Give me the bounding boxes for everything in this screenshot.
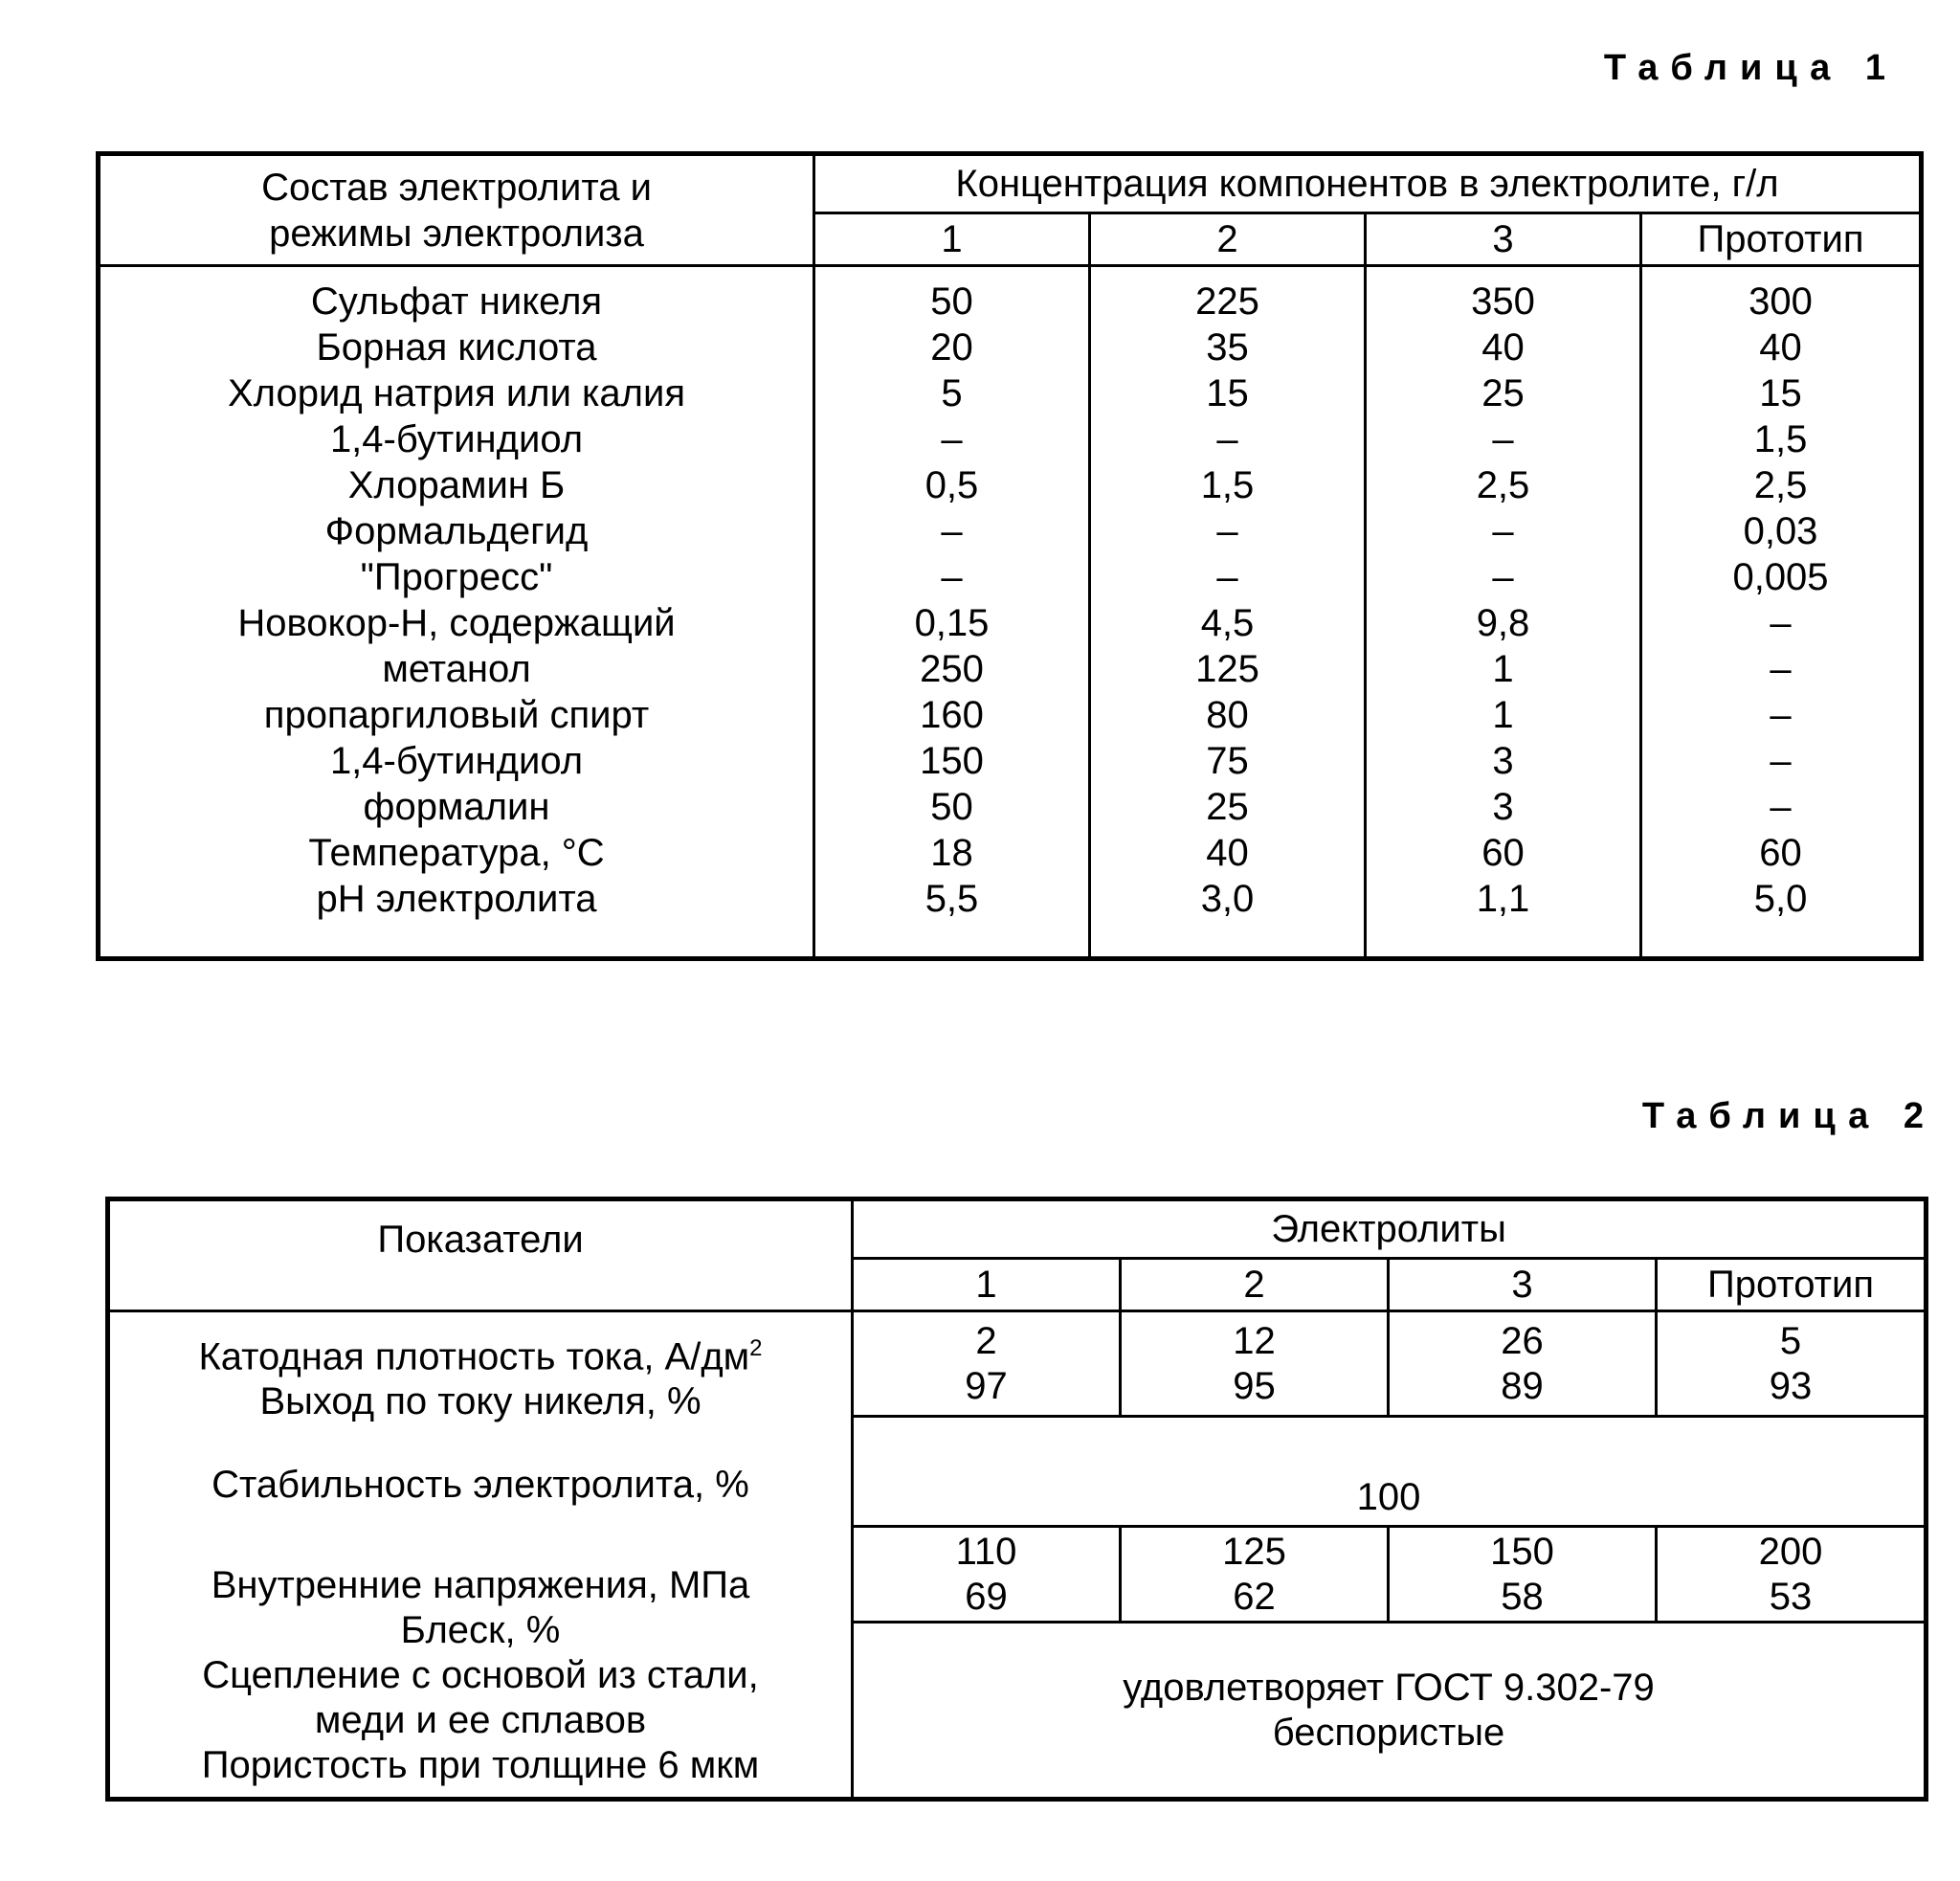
cell-value: 1 [1492, 694, 1514, 736]
row-label: Сульфат никеля [310, 280, 603, 323]
cell-value: 1 [1492, 648, 1514, 690]
table2-stability-value: 100 [853, 1417, 1927, 1527]
cell-value: 50 [930, 280, 973, 323]
cell-value: 160 [920, 694, 984, 736]
cell-value: 0,5 [924, 464, 979, 506]
cell-value: – [1770, 740, 1792, 782]
table1 [96, 151, 1924, 961]
cell-value: 60 [1481, 832, 1525, 874]
value: 5 [1779, 1319, 1802, 1362]
cell-value: 5,5 [924, 878, 979, 920]
cell-value: 15 [1759, 372, 1802, 414]
cell-value: – [941, 556, 963, 598]
cell-value: 9,8 [1476, 602, 1530, 644]
value: 69 [965, 1575, 1008, 1618]
table1-col-header-3: 3 [1366, 213, 1641, 266]
row-label: pH электролита [316, 878, 597, 920]
row-label: формалин [363, 786, 550, 828]
row-label: Новокор-Н, содержащий [237, 602, 676, 644]
table2-block3-col2 [1121, 1527, 1389, 1623]
cathode-density-sup: 2 [749, 1335, 763, 1361]
cell-value: 300 [1748, 280, 1813, 323]
cell-value: – [1770, 602, 1792, 644]
row-label: "Прогресс" [360, 556, 553, 598]
cell-value: 40 [1759, 326, 1802, 369]
cell-value: 250 [920, 648, 984, 690]
cell-value: – [1770, 694, 1792, 736]
cell-value: 50 [930, 786, 973, 828]
cell-value: – [941, 510, 963, 552]
value: 62 [1233, 1575, 1276, 1618]
row-label: 1,4-бутиндиол [329, 740, 584, 782]
table2-col-header-2: 2 [1121, 1259, 1389, 1311]
cell-value: – [1770, 648, 1792, 690]
cell-value: 5,0 [1753, 878, 1808, 920]
table2-block3-4-label [108, 1527, 853, 1800]
cell-value: 2,5 [1476, 464, 1530, 506]
cell-value: – [1770, 786, 1792, 828]
value: 200 [1758, 1530, 1823, 1573]
value: 125 [1222, 1530, 1286, 1573]
cell-value: 1,1 [1476, 878, 1530, 920]
cell-value: 3 [1492, 740, 1514, 782]
cell-value: – [1492, 510, 1514, 552]
table2-block1-col3 [1389, 1311, 1657, 1417]
row-label: метанол [382, 648, 531, 690]
row-label: Хлорид натрия или калия [227, 372, 685, 414]
cell-value: 35 [1206, 326, 1249, 369]
table1-header-group: Концентрация компонентов в электролите, г/л [814, 154, 1922, 213]
table2 [105, 1197, 1928, 1802]
cell-value: 40 [1206, 832, 1249, 874]
table1-col-header-prototype: Прототип [1641, 213, 1922, 266]
cell-value: 75 [1206, 740, 1249, 782]
cell-value: 15 [1206, 372, 1249, 414]
table2-block3-col1 [853, 1527, 1121, 1623]
value: 95 [1233, 1364, 1276, 1407]
table2-block1-col1 [853, 1311, 1121, 1417]
cell-value: 0,03 [1743, 510, 1818, 552]
cell-value: 3,0 [1200, 878, 1255, 920]
value: 97 [965, 1364, 1008, 1407]
porosity-label: Пористость при толщине 6 мкм [201, 1743, 760, 1786]
cell-value: 5 [941, 372, 963, 414]
cell-value: 60 [1759, 832, 1802, 874]
cell-value: – [1216, 418, 1238, 460]
value: 150 [1490, 1530, 1554, 1573]
cell-value: 2,5 [1753, 464, 1808, 506]
cell-value: 18 [930, 832, 973, 874]
cell-value: – [1216, 510, 1238, 552]
row-label: Температура, °С [308, 832, 605, 874]
value: 110 [955, 1530, 1017, 1573]
cell-value: 25 [1206, 786, 1249, 828]
cathode-density-label: Катодная плотность тока, А/дм [198, 1335, 750, 1378]
table1-col4-values [1641, 266, 1922, 959]
table2-caption: Таблица 2 [1641, 1096, 1936, 1136]
table2-block3-col4 [1657, 1527, 1927, 1623]
row-label: Борная кислота [316, 326, 597, 369]
table2-block1-label [108, 1311, 853, 1527]
table2-col-header-3: 3 [1389, 1259, 1657, 1311]
value: 12 [1233, 1319, 1276, 1362]
internal-stress-label: Внутренние напряжения, МПа [211, 1563, 750, 1606]
row-label: пропаргиловый спирт [263, 694, 650, 736]
porosity-value: беспористые [1272, 1711, 1505, 1754]
table2-header-left: Показатели [108, 1199, 853, 1311]
cell-value: 1,5 [1200, 464, 1255, 506]
table1-col-header-2: 2 [1090, 213, 1366, 266]
gost-compliance-value: удовлетворяет ГОСТ 9.302-79 [1123, 1666, 1655, 1709]
table1-col3-values [1366, 266, 1641, 959]
gloss-label: Блеск, % [400, 1608, 561, 1651]
cell-value: – [1216, 556, 1238, 598]
value: 58 [1501, 1575, 1544, 1618]
nickel-yield-label: Выход по току никеля, % [259, 1380, 702, 1423]
value: 93 [1769, 1364, 1813, 1407]
cell-value: 3 [1492, 786, 1514, 828]
table1-header-left-line1: Состав электролита и [261, 166, 652, 209]
cell-value: 1,5 [1753, 418, 1808, 460]
cell-value: 80 [1206, 694, 1249, 736]
cell-value: 125 [1195, 648, 1259, 690]
table2-block3-col3 [1389, 1527, 1657, 1623]
adhesion-label-1: Сцепление с основой из стали, [202, 1653, 759, 1696]
table2-block1-col4 [1657, 1311, 1927, 1417]
table1-header-left-line2: режимы электролиза [269, 212, 644, 255]
cell-value: – [1492, 556, 1514, 598]
value: 2 [975, 1319, 997, 1362]
row-label: Формальдегид [324, 510, 589, 552]
value: 53 [1769, 1575, 1813, 1618]
table2-col-header-1: 1 [853, 1259, 1121, 1311]
cell-value: – [941, 418, 963, 460]
table2-col-header-prototype: Прототип [1657, 1259, 1927, 1311]
cell-value: 150 [920, 740, 984, 782]
row-label: Хлорамин Б [347, 464, 566, 506]
cell-value: – [1492, 418, 1514, 460]
table2-block4-values [853, 1623, 1927, 1800]
cell-value: 40 [1481, 326, 1525, 369]
table1-row-labels [99, 266, 814, 959]
cell-value: 0,15 [914, 602, 990, 644]
cell-value: 20 [930, 326, 973, 369]
table1-col1-values [814, 266, 1090, 959]
table1-caption: Таблица 1 [1603, 48, 1898, 88]
cell-value: 225 [1195, 280, 1259, 323]
value: 26 [1501, 1319, 1544, 1362]
table2-block1-col2 [1121, 1311, 1389, 1417]
row-label: 1,4-бутиндиол [329, 418, 584, 460]
table1-col-header-1: 1 [814, 213, 1090, 266]
cell-value: 4,5 [1200, 602, 1255, 644]
cell-value: 0,005 [1732, 556, 1829, 598]
table1-col2-values [1090, 266, 1366, 959]
cell-value: 350 [1471, 280, 1535, 323]
cell-value: 25 [1481, 372, 1525, 414]
adhesion-label-2: меди и ее сплавов [314, 1698, 647, 1741]
table1-header-left [99, 154, 814, 266]
stability-label: Стабильность электролита, % [212, 1464, 749, 1507]
table2-header-group: Электролиты [853, 1199, 1927, 1259]
value: 89 [1501, 1364, 1544, 1407]
